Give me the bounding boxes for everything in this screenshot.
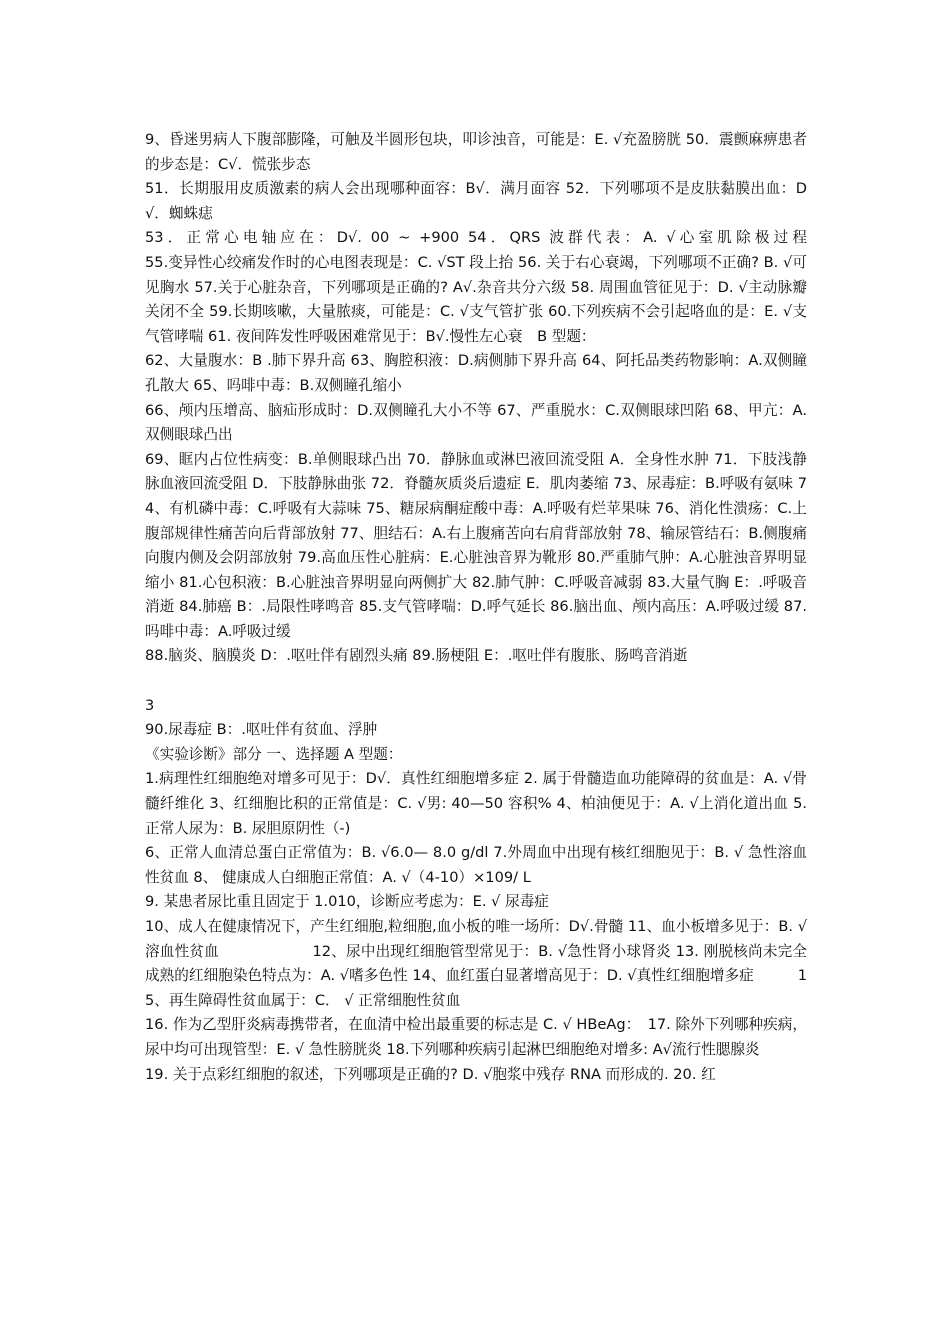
paragraph-q69-87: 69、眶内占位性病变：B.单侧眼球凸出 70．静脉血或淋巴液回流受阻 A．全身性水肿 71．下肢浅静脉血液回流受阻 D．下肢静脉曲张 72．脊髓灰质炎后遗症 E．肌肉萎缩 73、尿毒症：B.呼吸有氨味 74、有机磷中毒：C.呼吸有大蒜味 75、糖尿病酮症酸中毒：A.呼吸有烂苹果味 76、消化性溃疡：C.上腹部规律性痛苦向后背部放射 77、胆结石：A.右上腹痛苦向右肩背部放射 78、输尿管结石：B.侧腹痛向腹内侧及会阴部放射 79.高血压性心脏病：E.心脏浊音界为靴形 80.严重肺气肿：A.心脏浊音界明显缩小 81.心包积液：B.心脏浊音界明显向两侧扩大 82.肺气肿：C.呼吸音减弱 83.大量气胸 E：.呼吸音消逝 84.肺癌 B：.局限性哮鸣音 85.支气管哮喘：D.呼气延长 86.脑出血、颅内高压：A.呼吸过缓 87.吗啡中毒：A.呼吸过缓 [145,450,807,640]
paragraph-q88-89: 88.脑炎、脑膜炎 D：.呕吐伴有剧烈头痛 89.肠梗阻 E：.呕吐伴有腹胀、肠鸣音消逝 [145,647,688,665]
paragraph-lab-q10-15: 10、成人在健康情况下，产生红细胞,粒细胞,血小板的唯一场所：D√.骨髓 11、血小板增多见于：B. √溶血性贫血 12、尿中出现红细胞管型常见于：B. √急性肾小球肾炎 13. 刚脱核尚未完全成熟的红细胞染色特点为：A. √嗜多色性 14、血红蛋白显著增高见于：D. √真性红细胞增多症 15、再生障碍性贫血属于：C． √ 正常细胞性贫血 [145,918,807,1009]
paragraph-lab-q19-20: 19. 关于点彩红细胞的叙述，下列哪项是正确的? D. √胞浆中残存 RNA 而形成的. 20. 红 [145,1065,716,1083]
paragraph-lab-q6-8: 6、正常人血清总蛋白正常值为：B. √6.0— 8.0 g/dl 7.外周血中出现有核红细胞见于：B. √ 急性溶血性贫血 8、 健康成人白细胞正常值：A. √（4-10）×109/ L [145,844,807,886]
paragraph-q62-65: 62、大量腹水：B .肺下界升高 63、胸腔积液：D.病侧肺下界升高 64、阿托品类药物影响：A.双侧瞳孔散大 65、吗啡中毒：B.双侧瞳孔缩小 [145,352,807,394]
paragraph-lab-q9: 9. 某患者尿比重且固定于 1.010，诊断应考虑为：E. √ 尿毒症 [145,893,549,911]
paragraph-lab-q16-18: 16. 作为乙型肝炎病毒携带者，在血清中检出最重要的标志是 C. √ HBeAg： 17. 除外下列哪种疾病，尿中均可出现管型：E. √ 急性膀胱炎 18.下列哪种疾病引起淋巴细胞绝对增多: A√流行性腮腺炎 [145,1016,807,1058]
paragraph-q9-50: 9、昏迷男病人下腹部膨隆，可触及半圆形包块，叩诊浊音，可能是：E. √充盈膀胱 50．震颤麻痹患者的步态是：C√．慌张步态 [145,131,807,173]
paragraph-q66-68: 66、颅内压增高、脑疝形成时：D.双侧瞳孔大小不等 67、严重脱水：C.双侧眼球凹陷 68、甲亢：A.双侧眼球凸出 [145,401,807,444]
paragraph-q55-61: 55.变异性心绞痛发作时的心电图表现是：C. √ST 段上抬 56. 关于右心衰竭，下列哪项不正确? B. √可见胸水 57.关于心脏杂音，下列哪项是正确的? A√.杂音共分六级 58. 周围血管征见于：D. √主动脉瓣关闭不全 59.长期咳嗽，大量脓痰，可能是：C. √支气管扩张 60.下列疾病不会引起咯血的是：E. √支气管哮喘 61. 夜间阵发性呼吸困难常见于：B√.慢性左心衰 B 型题： [145,253,807,345]
blank-line [145,669,807,694]
paragraph-q51-52: 51．长期服用皮质激素的病人会出现哪种面容：B√．满月面容 52．下列哪项不是皮肤黏膜出血：D√．蜘蛛痣 [145,180,807,222]
section-heading: 《实验诊断》部分 一、选择题 A 型题： [145,745,403,763]
document-body [145,128,807,1087]
page-number: 3 [145,696,155,714]
paragraph-q90: 90.尿毒症 B：.呕吐伴有贫血、浮肿 [145,721,378,739]
paragraph-lab-q1-5: 1.病理性红细胞绝对增多可见于：D√．真性红细胞增多症 2. 属于骨髓造血功能障碍的贫血是：A. √骨髓纤维化 3、红细胞比积的正常值是：C. √男: 40—50 容积% 4、柏油便见于：A. √上消化道出血 5.正常人尿为：B. 尿胆原阴性（-) [145,770,807,837]
paragraph-q53-54: 53．正常心电轴应在：D√. 00 ~ +900 54．QRS 波群代表：A. √心室肌除极过程 [145,229,807,247]
